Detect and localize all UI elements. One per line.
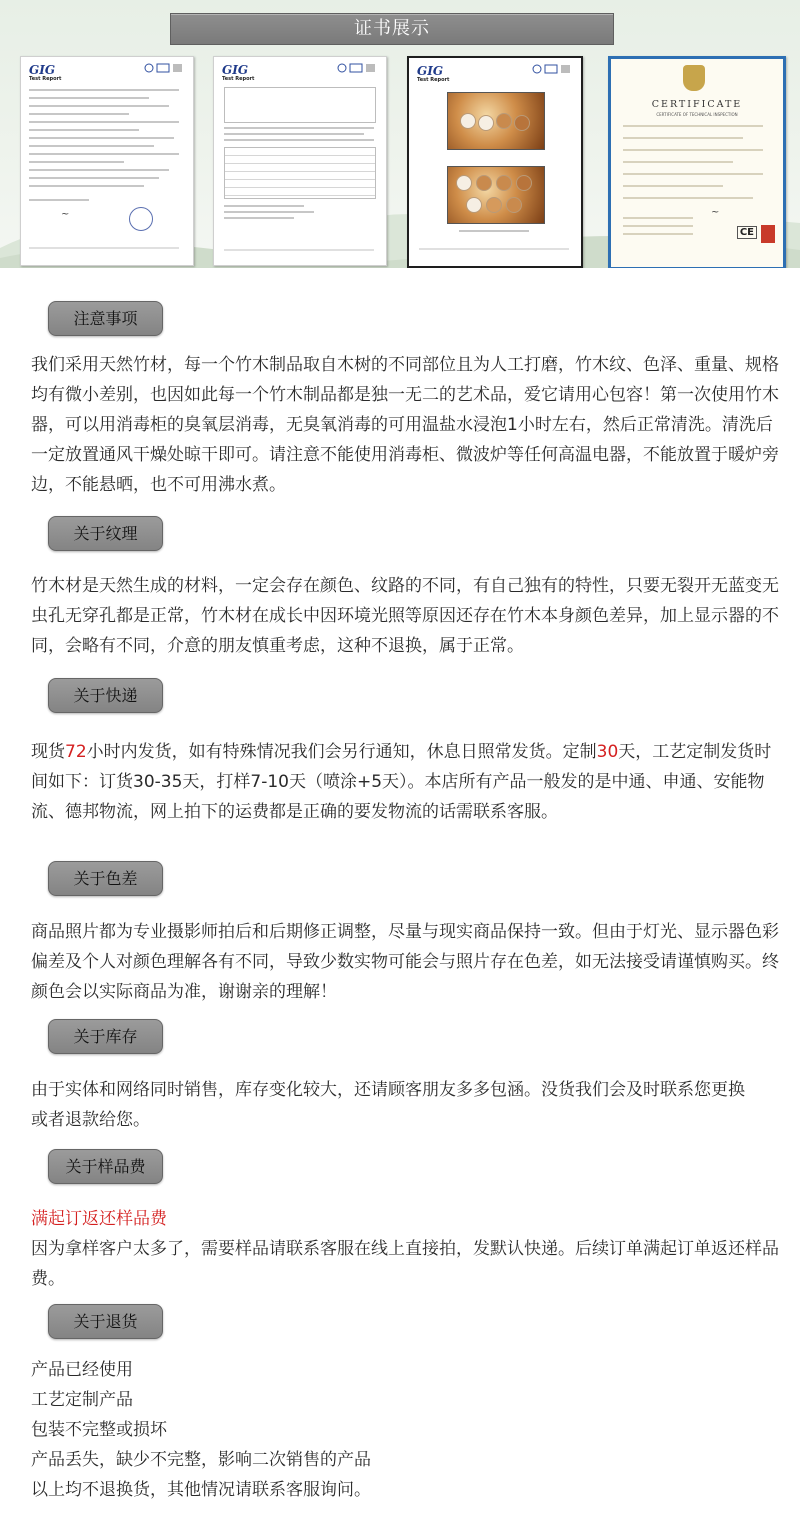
sample-label: 关于样品费 (48, 1149, 163, 1184)
sample-text: 因为拿样客户太多了，需要样品请联系客服在线上直接拍，发默认快递。后续订单满起订单返还样品费。 (31, 1239, 779, 1289)
test-report-certificate-3[interactable] (407, 56, 583, 268)
udem-logo-icon (761, 225, 775, 243)
shipping-hours: 72 (65, 742, 87, 762)
sample-photo-1 (447, 92, 545, 150)
certificate-banner: 证书展示 (170, 13, 614, 45)
report-label: Test Report (222, 76, 255, 82)
shipping-label: 关于快递 (48, 678, 163, 713)
ce-mark: CE (737, 226, 757, 239)
texture-label: 关于纹理 (48, 516, 163, 551)
signature-mark: ~ (711, 207, 720, 218)
test-report-certificate-2[interactable] (213, 56, 387, 266)
returns-list (31, 1355, 781, 1505)
report-label: Test Report (29, 76, 62, 82)
certificate-showcase (0, 0, 800, 268)
ce-certificate[interactable] (608, 56, 786, 268)
returns-label: 关于退货 (48, 1304, 163, 1339)
color-label: 关于色差 (48, 861, 163, 896)
ce-certificate-title: CERTIFICATE (651, 99, 743, 110)
gig-logo: GIG (29, 63, 56, 77)
sample-highlight: 满起订返还样品费 (31, 1209, 167, 1229)
list-item: 产品丢失，缺少不完整，影响二次销售的产品 (31, 1450, 371, 1470)
notice-label: 注意事项 (48, 301, 163, 336)
list-item: 以上均不退换货，其他情况请联系客服询问。 (31, 1480, 371, 1500)
shipping-text: 现货72小时内发货，如有特殊情况我们会另行通知，休息日照常发货。定制30天，工艺定制发货时间如下：订货30-35天，打样7-10天（喷涂+5天）。本店所有产品一般发的是中通、申通、安能物流、德邦物流，网上拍下的运费都是正确的要发物流的话需联系客服。 (31, 742, 772, 822)
list-item: 包装不完整或损坏 (31, 1420, 167, 1440)
list-item: 产品已经使用 (31, 1360, 133, 1380)
gig-logo: GIG (222, 63, 249, 77)
seal-stamp (129, 207, 153, 231)
color-text: 商品照片都为专业摄影师拍后和后期修正调整，尽量与现实商品保持一致。但由于灯光、显示器色彩偏差及个人对颜色理解各有不同，导致少数实物可能会与照片存在色差，如无法接受请谨慎购买。终颜色会以实际商品为准，谢谢亲的理解！ (31, 922, 779, 1002)
texture-text: 竹木材是天然生成的材料，一定会存在颜色、纹路的不同，有自己独有的特性，只要无裂开无蓝变无虫孔无穿孔都是正常，竹木材在成长中因环境光照等原因还存在竹木本身颜色差异，加上显示器的不同，会略有不同，介意的朋友慎重考虑，这种不退换，属于正常。 (31, 576, 779, 656)
stock-label: 关于库存 (48, 1019, 163, 1054)
report-label: Test Report (417, 77, 450, 83)
test-report-certificate-1[interactable] (20, 56, 194, 266)
notice-text: 我们采用天然竹材，每一个竹木制品取自木树的不同部位且为人工打磨，竹木纹、色泽、重量、规格均有微小差别，也因如此每一个竹木制品都是独一无二的艺术品，爱它请用心包容！第一次使用竹木器，可以用消毒柜的臭氧层消毒，无臭氧消毒的可用温盐水浸泡1小时左右，然后正常清洗。清洗后一定放置通风干燥处晾干即可。请注意不能使用消毒柜、微波炉等任何高温电器，不能放置于暖炉旁边，不能悬晒，也不可用沸水煮。 (31, 355, 779, 495)
accreditation-logos-icon (531, 64, 571, 74)
gig-logo: GIG (417, 64, 444, 78)
stock-text: 由于实体和网络同时销售，库存变化较大，还请顾客朋友多多包涵。没货我们会及时联系您更换或者退款给您。 (31, 1080, 745, 1130)
sample-photo-2 (447, 166, 545, 224)
ce-certificate-subtitle: CERTIFICATE OF TECHNICAL INSPECTION (656, 112, 738, 117)
accreditation-logos-icon (336, 63, 376, 73)
accreditation-logos-icon (143, 63, 183, 73)
signature-mark: ~ (61, 209, 70, 220)
custom-days: 30 (596, 742, 619, 762)
crest-emblem-icon (683, 65, 705, 91)
list-item: 工艺定制产品 (31, 1390, 133, 1410)
